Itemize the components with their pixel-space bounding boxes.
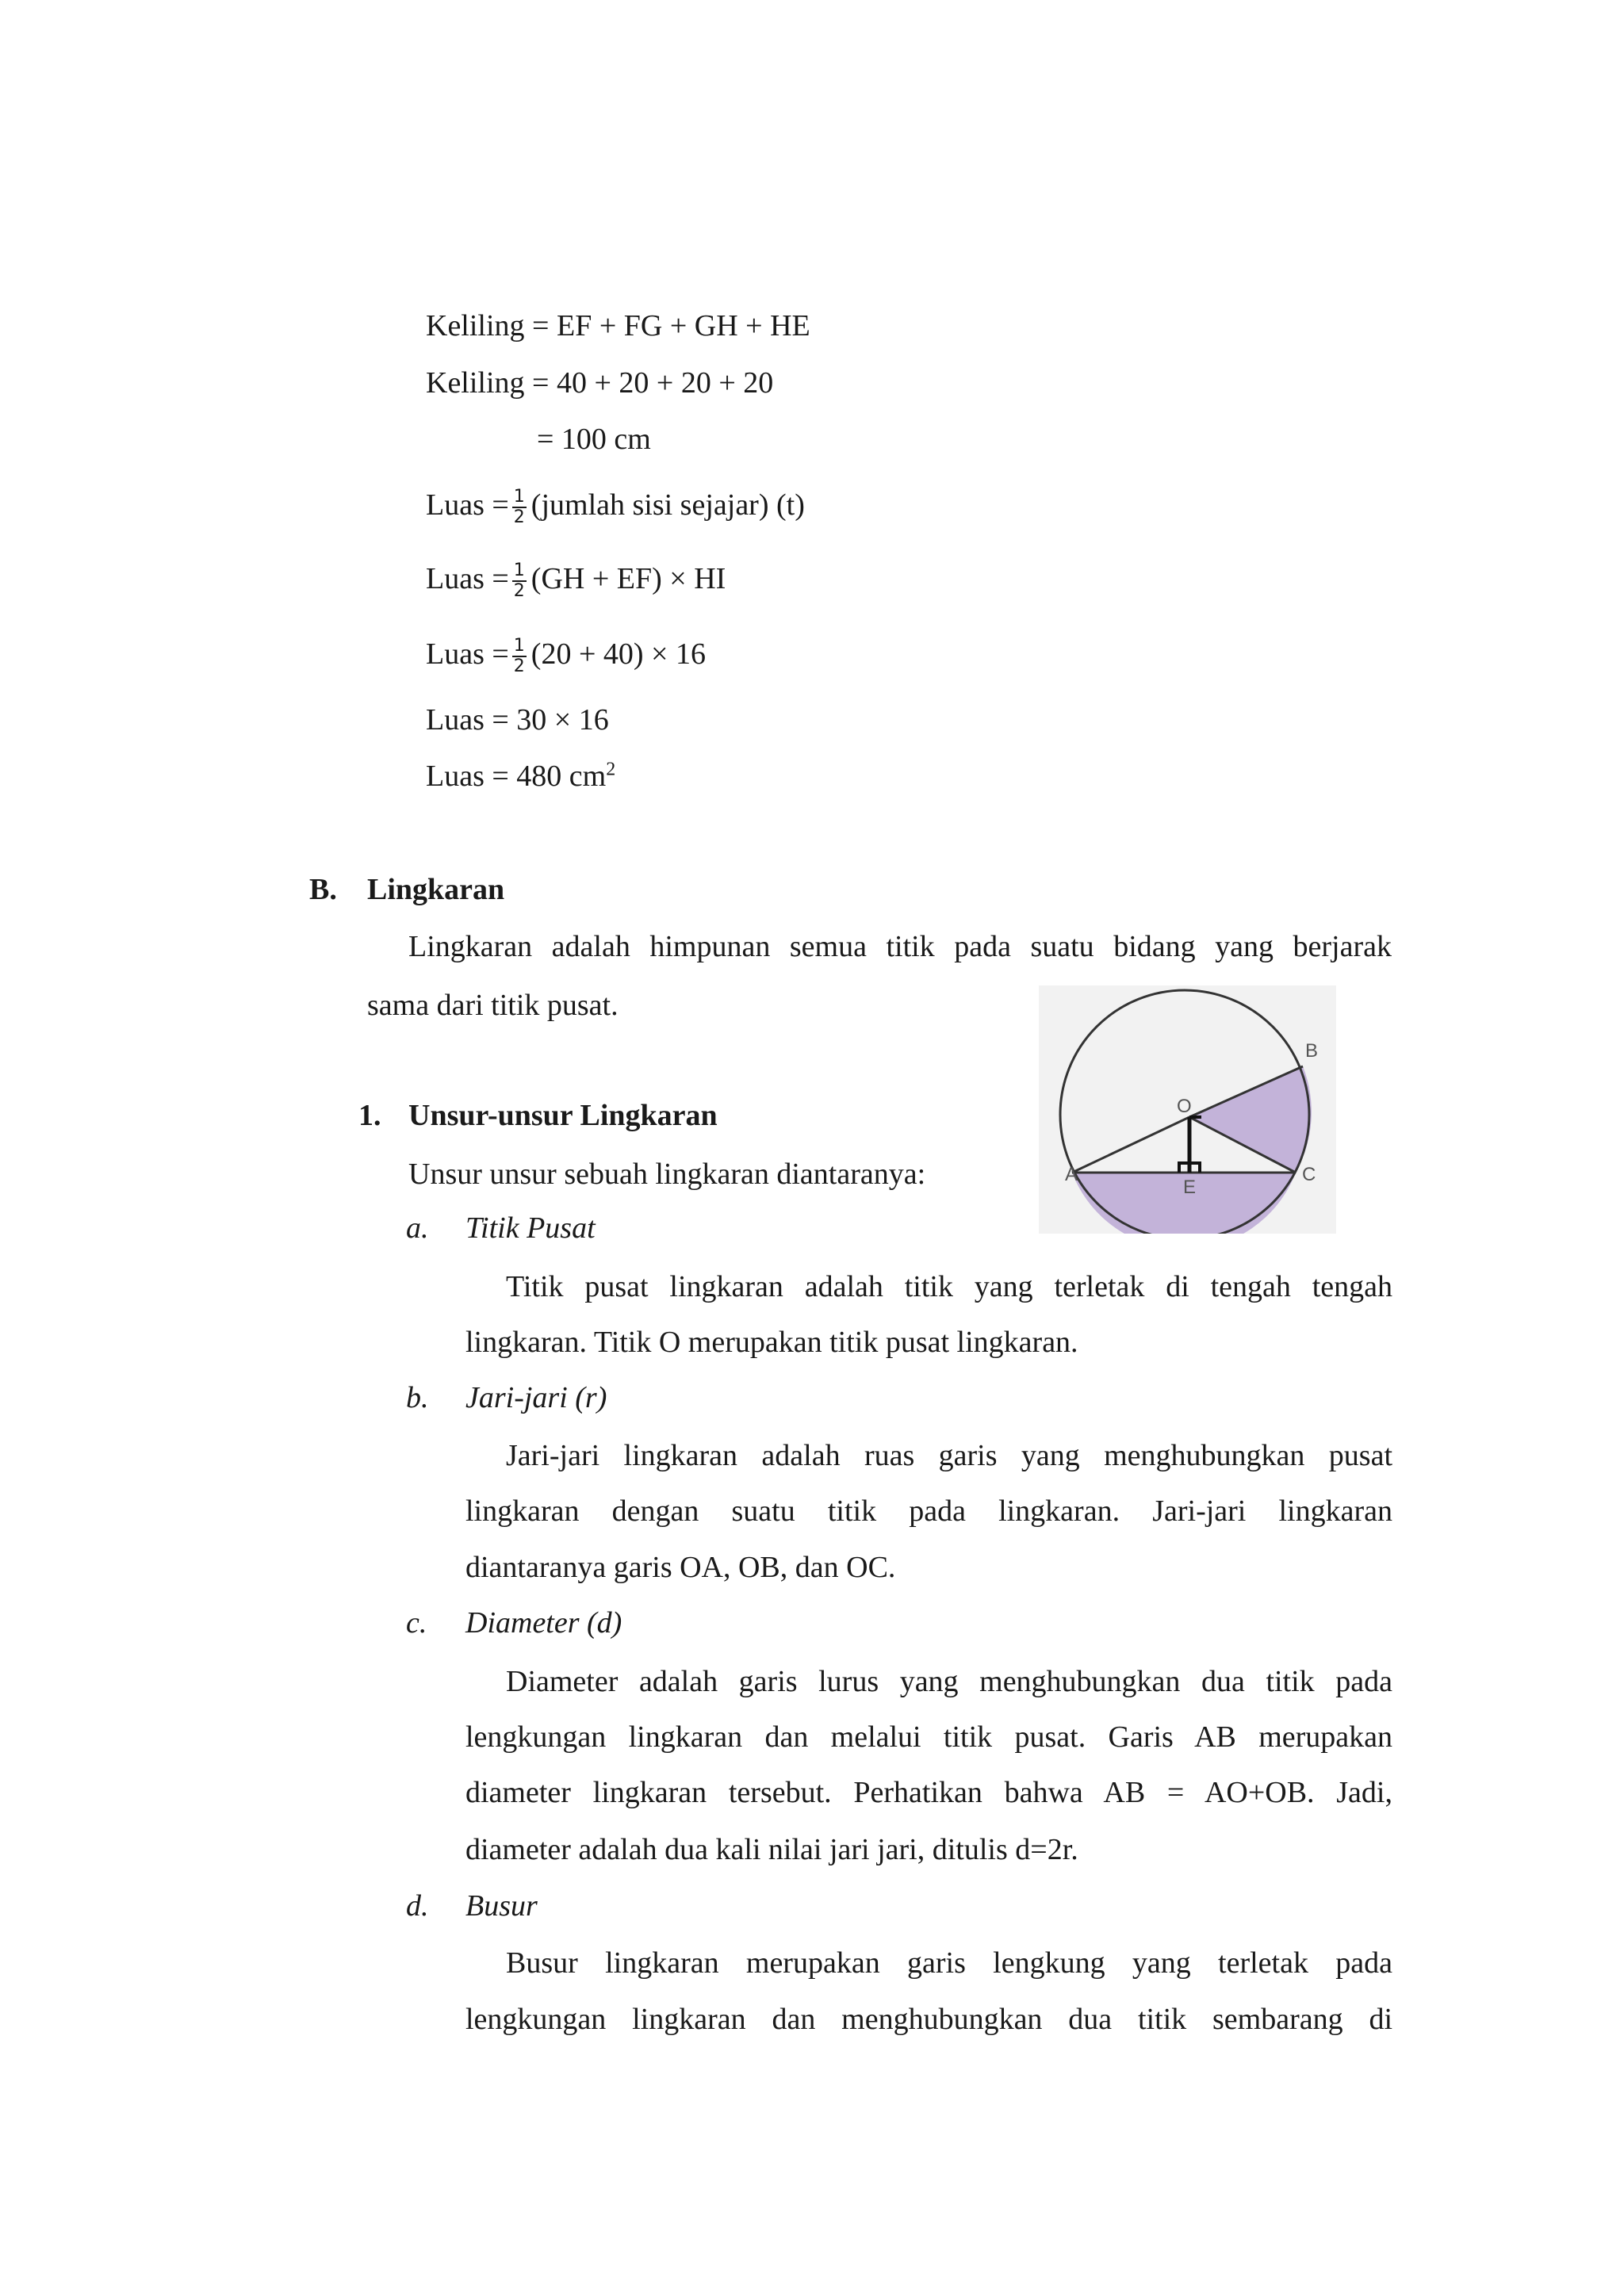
item-c-line-3: diameter lingkaran tersebut. Perhatikan bahwa AB = AO+OB. Jadi,	[465, 1776, 1392, 1809]
luas-expression: (20 + 40) × 16	[530, 637, 706, 671]
section-title: Lingkaran	[367, 873, 505, 906]
superscript: 2	[606, 759, 616, 780]
item-b-marker: b.	[406, 1381, 429, 1414]
luas-line-3	[426, 636, 706, 676]
item-c-line-1: Diameter adalah garis lurus yang menghubungkan dua titik pada	[506, 1665, 1392, 1698]
label-o: O	[1177, 1096, 1192, 1117]
item-d-marker: d.	[406, 1889, 429, 1923]
fraction-half: $\frac{1}{2}$	[513, 487, 525, 528]
item-c-line-2: lengkungan lingkaran dan melalui titik pusat. Garis AB merupakan	[465, 1720, 1392, 1754]
section-marker: B.	[309, 873, 337, 906]
item-a-marker: a.	[406, 1211, 429, 1245]
item-d-line-1: Busur lingkaran merupakan garis lengkung yang terletak pada	[506, 1946, 1392, 1980]
item-b-line-3: diantaranya garis OA, OB, dan OC.	[465, 1551, 896, 1584]
luas-line-5: Luas = 480 $cm^2$	[426, 759, 616, 793]
luas-line-4: Luas = 30 × 16	[426, 703, 609, 737]
luas-label: Luas =	[426, 488, 509, 522]
luas-line-2	[426, 561, 726, 601]
keliling-label: Keliling	[426, 309, 525, 342]
keliling-expression: = EF + FG + GH + HE	[532, 309, 810, 342]
luas-label: Luas =	[426, 562, 509, 595]
subsection-intro: Unsur unsur sebuah lingkaran diantaranya:	[408, 1158, 926, 1191]
subsection-title: Unsur-unsur Lingkaran	[408, 1099, 718, 1132]
item-c-line-4: diameter adalah dua kali nilai jari jari, ditulis d=2r.	[465, 1833, 1078, 1866]
item-d-title: Busur	[465, 1889, 538, 1923]
fraction-half: $\frac{1}{2}$	[513, 636, 525, 677]
item-c-title: Diameter (d)	[465, 1606, 622, 1640]
luas-expression: (GH + EF) × HI	[530, 562, 726, 595]
keliling-result: = 100 cm	[537, 423, 651, 456]
item-a-line-1: Titik pusat lingkaran adalah titik yang terletak di tengah tengah	[506, 1270, 1392, 1303]
item-a-title: Titik Pusat	[465, 1211, 596, 1245]
luas-expression: (jumlah sisi sejajar) (t)	[530, 488, 805, 522]
item-b-line-2: lingkaran dengan suatu titik pada lingkaran. Jari-jari lingkaran	[465, 1494, 1392, 1528]
section-paragraph-line-1: Lingkaran adalah himpunan semua titik pada suatu bidang yang berjarak	[408, 930, 1392, 963]
item-b-title: Jari-jari (r)	[465, 1381, 607, 1414]
circle-diagram	[1039, 985, 1336, 1234]
keliling-line-1	[426, 308, 810, 344]
keliling-expression: = 40 + 20 + 20 + 20	[532, 366, 774, 400]
item-b-line-1: Jari-jari lingkaran adalah ruas garis yang menghubungkan pusat	[506, 1439, 1392, 1472]
label-b: B	[1305, 1040, 1319, 1062]
luas-label: Luas =	[426, 637, 509, 671]
keliling-line-2	[426, 365, 773, 401]
luas-line-1	[426, 487, 805, 527]
label-c: C	[1302, 1164, 1316, 1185]
subsection-number: 1.	[358, 1099, 381, 1132]
label-a: A	[1065, 1164, 1078, 1185]
section-paragraph-line-2: sama dari titik pusat.	[367, 989, 619, 1022]
keliling-label: Keliling	[426, 366, 525, 400]
item-d-line-2: lengkungan lingkaran dan menghubungkan dua titik sembarang di	[465, 2003, 1392, 2036]
label-e: E	[1183, 1177, 1197, 1198]
item-a-line-2: lingkaran. Titik O merupakan titik pusat lingkaran.	[465, 1326, 1078, 1359]
item-c-marker: c.	[406, 1606, 427, 1640]
fraction-half: $\frac{1}{2}$	[513, 561, 525, 602]
